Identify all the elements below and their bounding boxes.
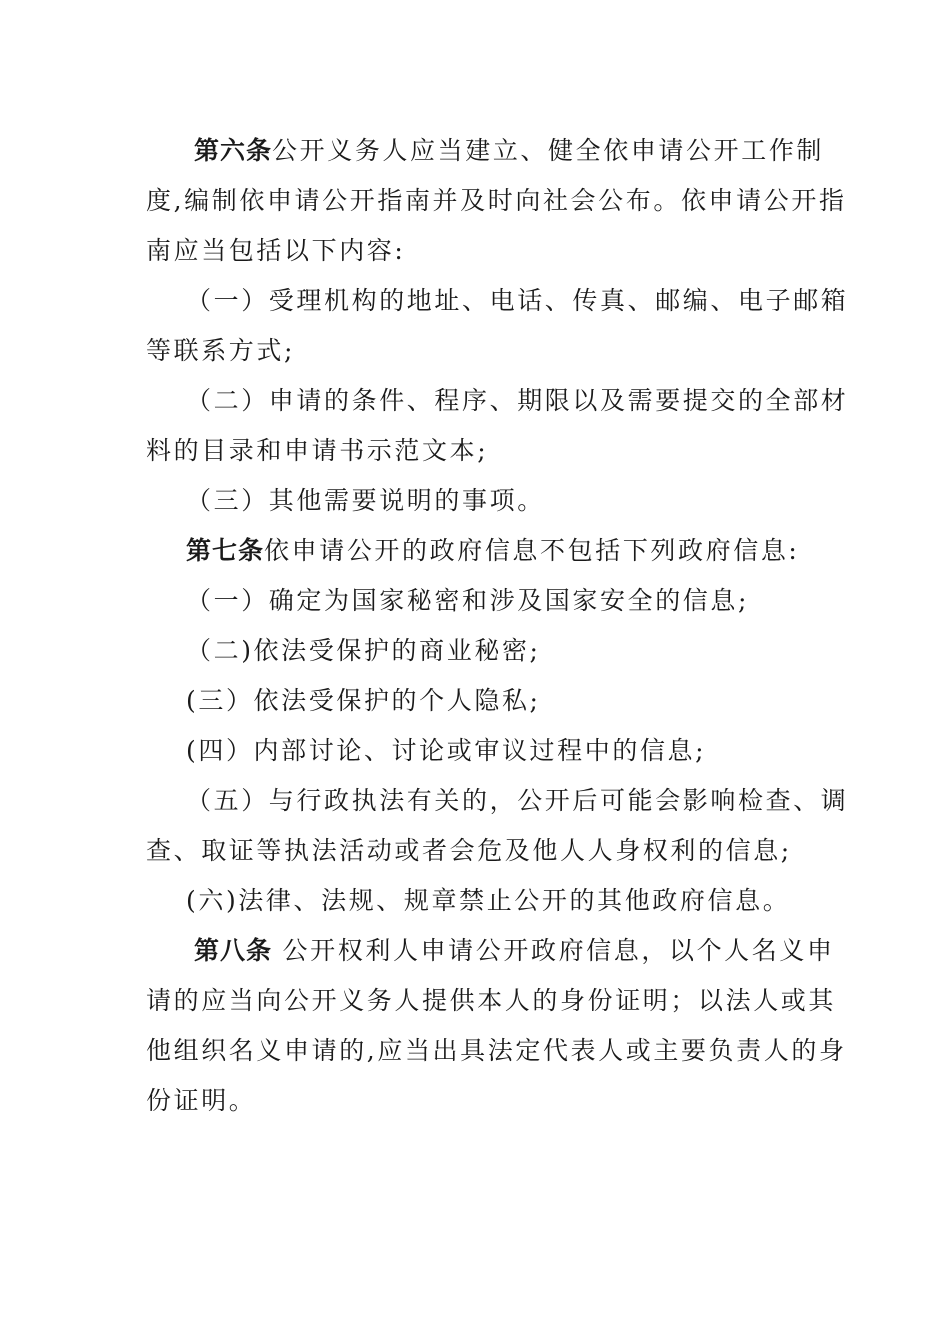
article6-heading: 第六条	[194, 136, 273, 165]
article7-item5-line1: （五）与行政执法有关的，公开后可能会影响检查、调	[186, 786, 849, 815]
article6-item1-line1: （一）受理机构的地址、电话、传真、邮编、电子邮箱	[186, 286, 849, 315]
article7-heading: 第七条	[186, 536, 265, 565]
article7-item6: (六)法律、法规、规章禁止公开的其他政府信息。	[186, 886, 791, 915]
article6-item1-line2: 等联系方式;	[146, 336, 296, 365]
article8-first-line	[194, 931, 835, 971]
article7-item4: (四）内部讨论、讨论或审议过程中的信息;	[186, 736, 707, 765]
article6-first-line	[194, 131, 825, 171]
article7-item2: （二)依法受保护的商业秘密;	[186, 636, 541, 665]
article6-item3: （三）其他需要说明的事项。	[186, 486, 545, 515]
article7-item3: (三）依法受保护的个人隐私;	[186, 686, 541, 715]
article6-line1-text: 公开义务人应当建立、健全依申请公开工作制	[272, 136, 825, 165]
article6-item2-line1: （二）申请的条件、程序、期限以及需要提交的全部材	[186, 386, 849, 415]
article6-line2: 度,编制依申请公开指南并及时向社会公布。依申请公开指	[146, 186, 847, 215]
article7-line1-text: 依申请公开的政府信息不包括下列政府信息:	[264, 536, 800, 565]
article7-item5-line2: 查、取证等执法活动或者会危及他人人身权利的信息;	[146, 836, 792, 865]
article6-line3: 南应当包括以下内容:	[146, 236, 406, 265]
article7-first-line	[186, 531, 806, 571]
article8-heading: 第八条	[194, 936, 273, 965]
article6-item2-line2: 料的目录和申请书示范文本;	[146, 436, 489, 465]
article7-item1: （一）确定为国家秘密和涉及国家安全的信息;	[186, 586, 750, 615]
article8-line4: 份证明。	[146, 1086, 257, 1115]
article8-line2: 请的应当向公开义务人提供本人的身份证明；以法人或其	[146, 986, 837, 1015]
article8-line3: 他组织名义申请的,应当出具法定代表人或主要负责人的身	[146, 1036, 847, 1065]
article8-line1-text: 公开权利人申请公开政府信息，以个人名义申	[272, 936, 835, 965]
